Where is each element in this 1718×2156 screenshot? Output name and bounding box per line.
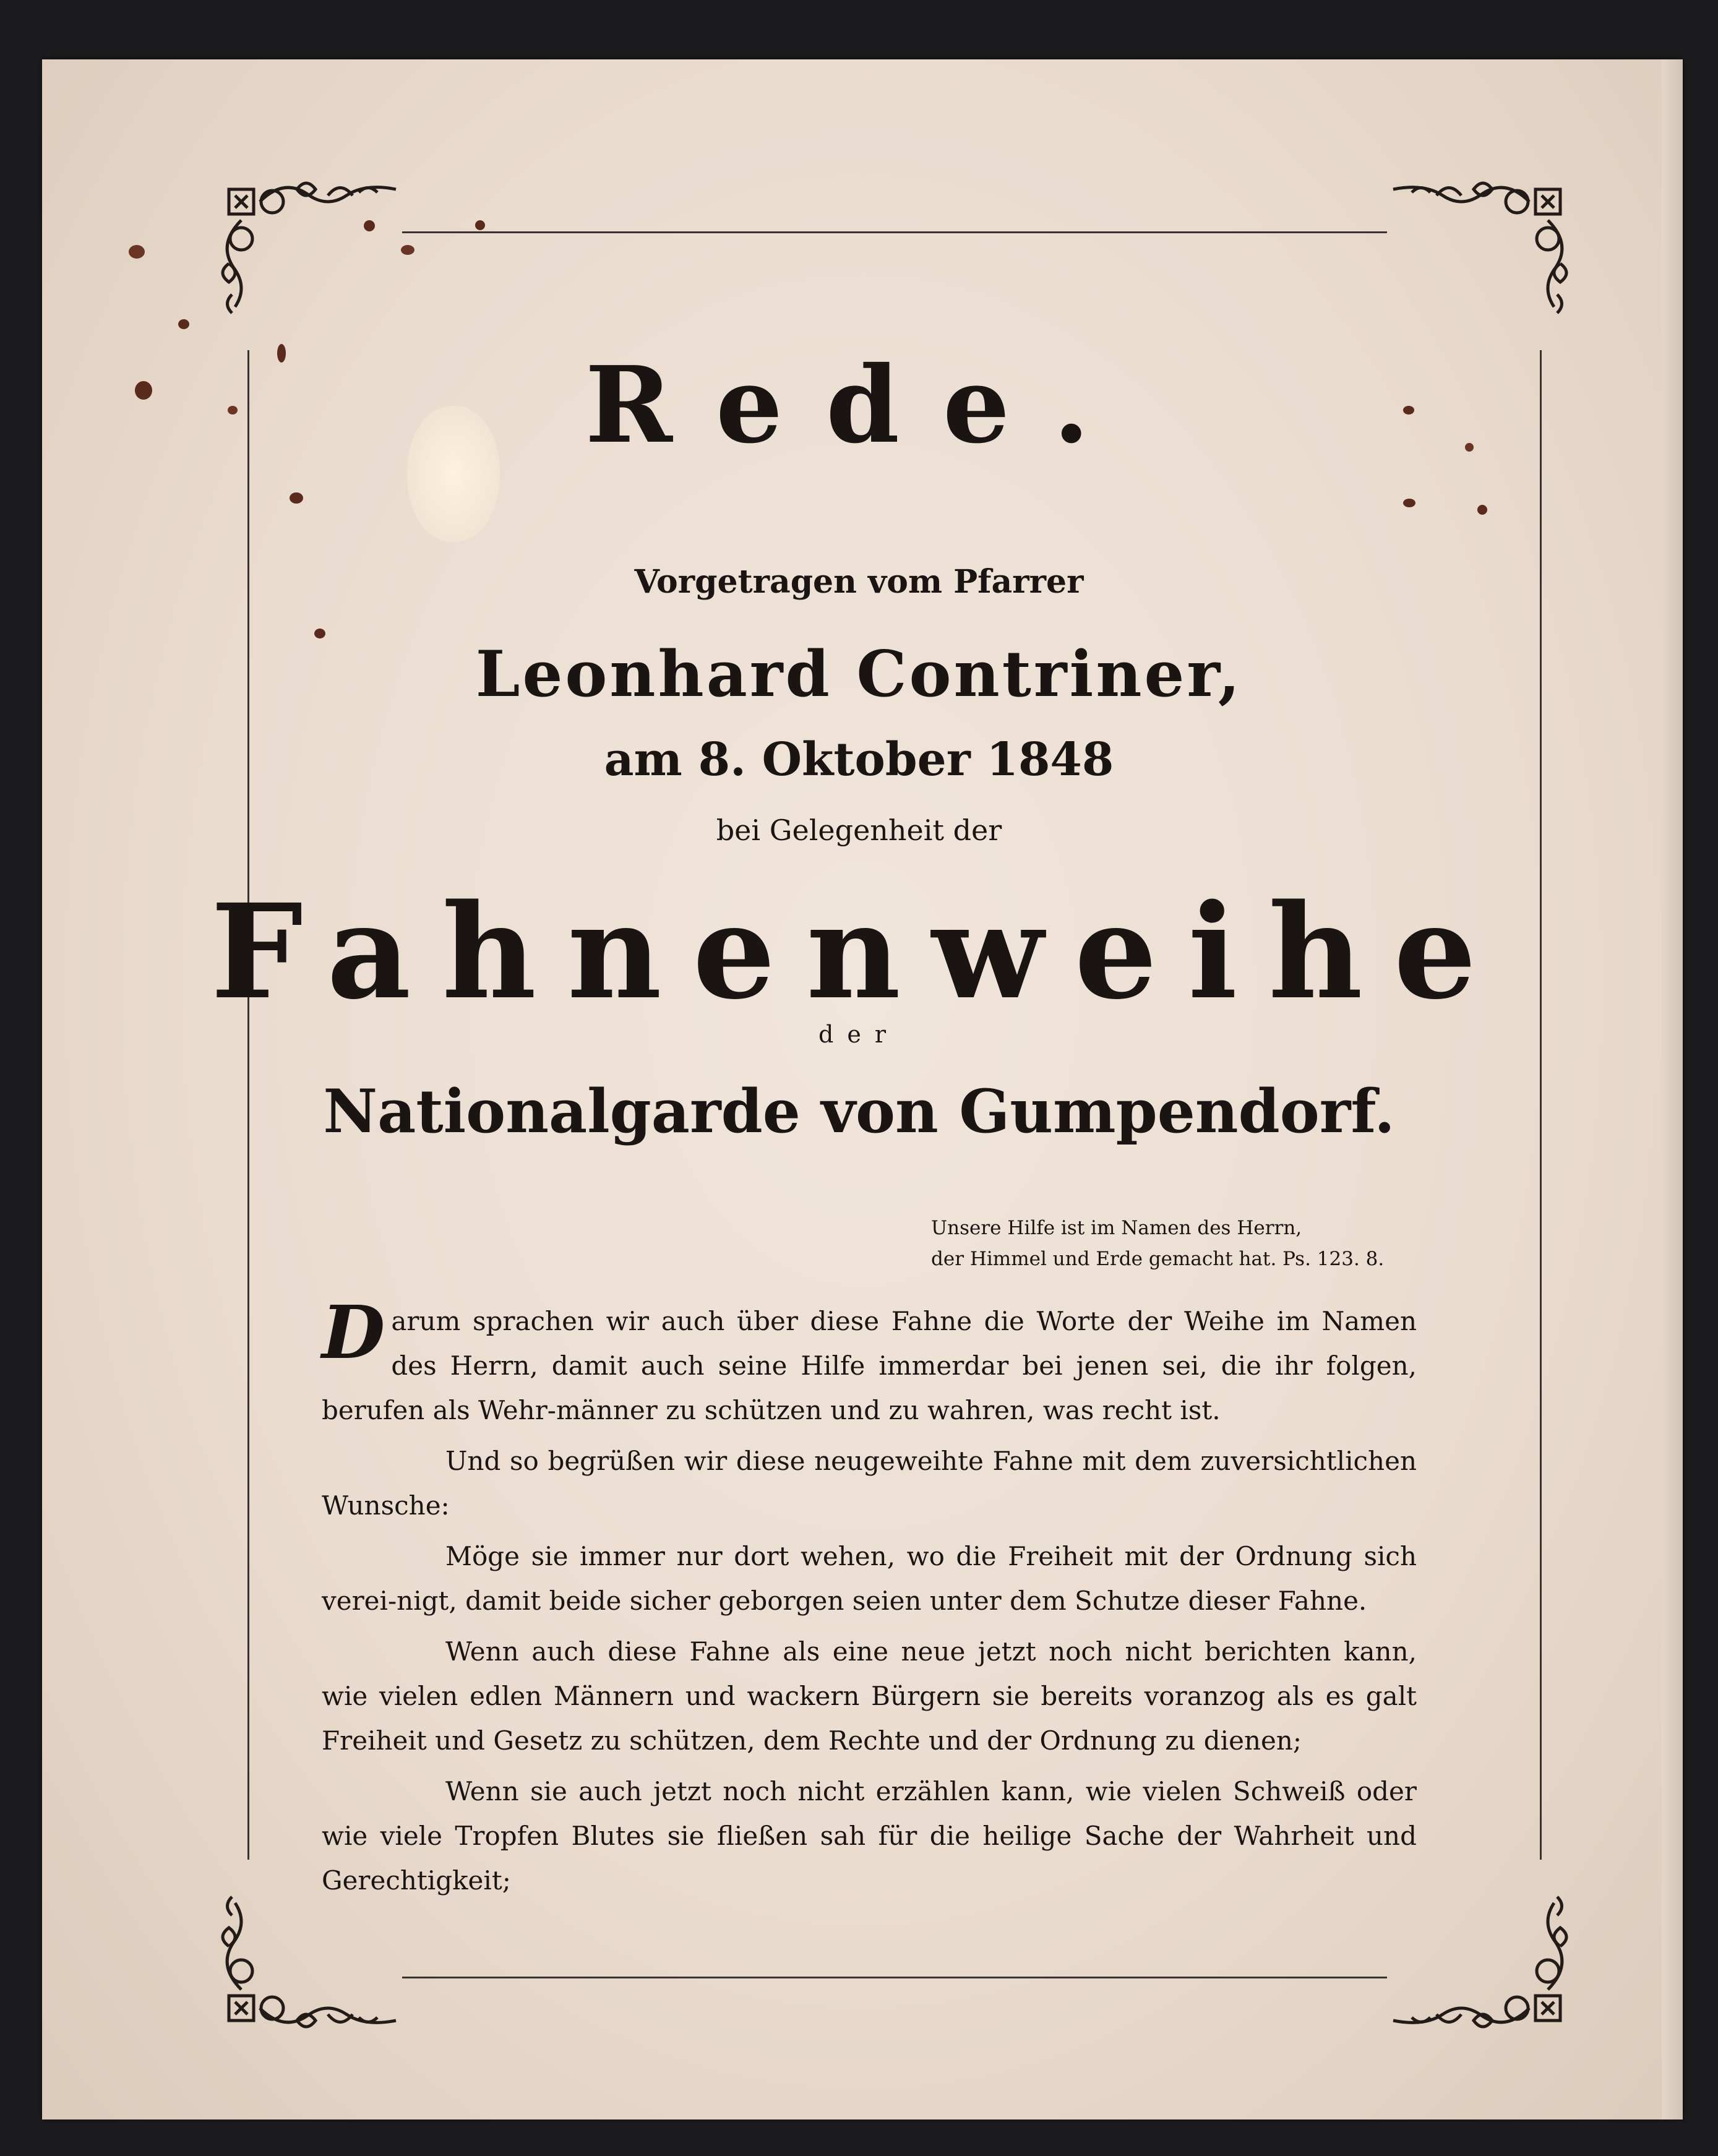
- paragraph: [322, 1289, 1417, 1433]
- subtitle: Vorgetragen vom Pfarrer: [634, 563, 1084, 601]
- paragraph: Wenn auch diese Fahne als eine neue jetzt noch nicht berichten kann, wie vielen edlen Männern und wackern Bürgern sie bereits voranzog als es galt Freiheit und Gesetz zu schützen, dem Rechte und der Ordnung zu dienen;: [322, 1636, 1417, 1756]
- drop-cap: D: [322, 1289, 385, 1375]
- paragraph: Wenn sie auch jetzt noch nicht erzählen kann, wie vielen Schweiß oder wie viele Tropfen Blutes sie fließen sah für die heilige Sache der Wahrheit und Gerechtigkeit;: [322, 1776, 1417, 1896]
- occasion-line: bei Gelegenheit der: [716, 814, 1002, 847]
- paragraph: Möge sie immer nur dort wehen, wo die Freiheit mit der Ordnung sich verei-nigt, damit beide sicher geborgen seien unter dem Schutze dieser Fahne.: [322, 1541, 1417, 1616]
- body-text: [322, 1289, 1417, 1909]
- event-title: Fahnenweihe: [210, 875, 1508, 1028]
- paragraph: Und so begrüßen wir diese neugeweihte Fahne mit dem zuversichtlichen Wunsche:: [322, 1446, 1417, 1521]
- motto-line: der Himmel und Erde gemacht hat. Ps. 123. 8.: [931, 1248, 1385, 1270]
- date-line: am 8. Oktober 1848: [604, 733, 1114, 786]
- motto-line: Unsere Hilfe ist im Namen des Herrn,: [931, 1217, 1302, 1239]
- organization-name: Nationalgarde von Gumpendorf.: [323, 1076, 1395, 1146]
- speaker-name: Leonhard Contriner,: [475, 637, 1243, 711]
- paragraph-text: arum sprachen wir auch über diese Fahne die Worte der Weihe im Namen des Herrn, damit auch seine Hilfe immerdar bei jenen sei, die ihr folgen, berufen als Wehr-männer zu schützen und zu wahren, was recht ist.: [322, 1306, 1417, 1425]
- motto-quote: [931, 1213, 1384, 1274]
- document-title: Rede.: [585, 343, 1133, 467]
- connector-word: der: [818, 1021, 900, 1048]
